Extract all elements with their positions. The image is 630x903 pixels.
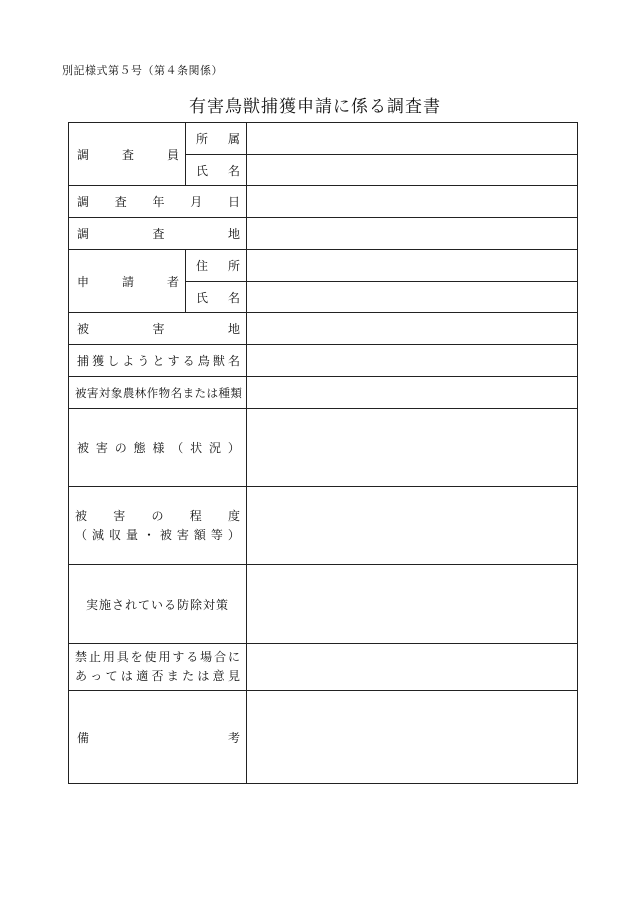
value-remarks[interactable] — [247, 691, 578, 784]
spread-text — [186, 130, 246, 147]
spread-text — [186, 289, 246, 306]
label-char: と — [152, 354, 165, 368]
label-char: 用 — [102, 650, 115, 664]
label-char: 年 — [152, 195, 165, 209]
label-char: 象 — [110, 385, 123, 400]
value-affiliation[interactable] — [247, 123, 578, 155]
label-char: 被 — [77, 441, 90, 455]
label-applicant — [69, 250, 186, 313]
label-char: 度 — [227, 508, 240, 523]
value-applicant-name[interactable] — [247, 282, 578, 313]
label-char: 調 — [77, 195, 90, 209]
label-char: 意 — [212, 669, 225, 683]
label-char: る — [182, 354, 195, 368]
label-char: 査 — [114, 195, 127, 209]
spread-text — [69, 352, 246, 369]
label-char: 類 — [230, 385, 242, 400]
spread-text — [69, 729, 246, 746]
value-prevention-measures[interactable] — [247, 565, 578, 644]
label-char: 査 — [121, 147, 134, 162]
label-char: ） — [227, 527, 240, 542]
label-char: 否 — [151, 669, 164, 683]
label-char: て — [105, 669, 118, 683]
label-char: 所 — [227, 259, 240, 273]
label-prohibited-tools — [69, 644, 247, 691]
spread-text — [186, 162, 246, 179]
label-char: 地 — [227, 227, 240, 241]
label-char: 害 — [95, 441, 108, 455]
value-investigator-name[interactable] — [247, 155, 578, 186]
label-char: 地 — [227, 322, 240, 336]
label-char: 使 — [144, 650, 157, 664]
label-char: ま — [166, 669, 179, 683]
label-char: 況 — [209, 441, 222, 455]
spread-text — [75, 507, 240, 526]
label-char: の — [151, 508, 164, 523]
label-char: よ — [122, 354, 135, 368]
label-char: 害 — [152, 322, 165, 336]
label-char: 具 — [116, 650, 129, 664]
value-survey-date[interactable] — [247, 186, 578, 218]
label-remarks — [69, 691, 247, 784]
label-char: 所 — [196, 132, 209, 146]
label-char: 住 — [196, 259, 209, 273]
label-damage-site — [69, 313, 247, 345]
label-char: 査 — [152, 227, 165, 241]
label-char: た — [182, 669, 195, 683]
label-char: 請 — [121, 274, 134, 289]
label-char: は — [197, 669, 210, 683]
label-affiliation — [186, 123, 247, 155]
label-char: 作 — [146, 385, 159, 400]
label-char: の — [114, 441, 127, 455]
label-char: 害 — [113, 508, 126, 523]
survey-form-table — [68, 122, 578, 784]
label-char: 種 — [218, 385, 230, 400]
label-address — [186, 250, 247, 282]
label-char: 害 — [86, 385, 99, 400]
value-survey-site[interactable] — [247, 218, 578, 250]
centered-text: 実施されている防除対策 — [85, 597, 229, 612]
label-char: 名 — [170, 385, 183, 400]
spread-text — [69, 273, 185, 290]
spread-text — [186, 257, 246, 274]
value-damage-mode[interactable] — [247, 409, 578, 487]
label-char: に — [227, 650, 240, 664]
value-target-animal[interactable] — [247, 345, 578, 377]
label-char: 獲 — [92, 354, 105, 368]
label-damage-degree — [69, 487, 247, 565]
label-char: 被 — [159, 527, 172, 542]
two-line-label — [69, 648, 246, 686]
label-char: 量 — [125, 527, 138, 542]
label-char: 被 — [77, 322, 90, 336]
label-char: っ — [90, 669, 103, 683]
label-char: 者 — [166, 274, 179, 289]
spread-text — [69, 225, 246, 242]
label-char: 物 — [158, 385, 171, 400]
spread-text — [69, 146, 185, 163]
label-char: ・ — [142, 527, 155, 542]
label-char: 捕 — [77, 354, 90, 368]
label-char: る — [186, 650, 199, 664]
label-char: 名 — [227, 354, 240, 368]
label-char: し — [107, 354, 120, 368]
label-char: す — [172, 650, 185, 664]
label-char: あ — [75, 669, 88, 683]
label-char: 害 — [176, 527, 189, 542]
label-char: 程 — [189, 508, 202, 523]
label-char: 日 — [227, 195, 240, 209]
label-char: 減 — [91, 527, 104, 542]
label-char: ） — [227, 441, 240, 455]
spread-text — [69, 193, 246, 210]
label-investigator-name — [186, 155, 247, 186]
label-char: 状 — [190, 441, 203, 455]
label-char: 員 — [166, 147, 179, 162]
label-char: は — [206, 385, 218, 400]
label-char: 考 — [227, 730, 240, 745]
label-survey-date — [69, 186, 247, 218]
label-char: 合 — [214, 650, 227, 664]
label-char: （ — [75, 527, 88, 542]
label-char: 場 — [200, 650, 213, 664]
label-char: 調 — [77, 227, 90, 241]
value-damage-site[interactable] — [247, 313, 578, 345]
label-char: す — [167, 354, 180, 368]
label-char: 名 — [227, 290, 240, 305]
label-char: 止 — [88, 650, 101, 664]
label-survey-site — [69, 218, 247, 250]
label-char: は — [120, 669, 133, 683]
label-char: 林 — [134, 385, 147, 400]
label-char: 調 — [77, 147, 90, 162]
label-char: 氏 — [196, 290, 209, 305]
label-char: 様 — [152, 441, 165, 455]
label-char: 用 — [158, 650, 171, 664]
label-char: 禁 — [75, 650, 88, 664]
label-char: た — [194, 385, 207, 400]
spread-text — [69, 439, 246, 456]
label-char: 被 — [75, 508, 88, 523]
label-char: 適 — [136, 669, 149, 683]
label-char: 名 — [227, 163, 240, 178]
label-char: を — [130, 650, 143, 664]
spread-text — [69, 320, 246, 337]
value-damage-degree[interactable] — [247, 487, 578, 565]
label-target-animal — [69, 345, 247, 377]
label-char: 属 — [227, 132, 240, 146]
label-char: 獣 — [212, 354, 225, 368]
label-char: 被 — [75, 385, 87, 400]
label-char: 対 — [98, 385, 111, 400]
form-number-label: 別記様式第５号（第４条関係） — [62, 64, 223, 77]
spread-text — [69, 385, 246, 401]
label-char: 収 — [108, 527, 121, 542]
label-char: 月 — [190, 195, 203, 209]
label-char: 氏 — [196, 163, 209, 178]
two-line-label — [69, 507, 246, 545]
label-char: 鳥 — [197, 354, 210, 368]
value-target-crop[interactable] — [247, 377, 578, 409]
label-char: 申 — [77, 274, 90, 289]
spread-text — [75, 648, 240, 667]
label-char: 備 — [77, 730, 90, 745]
label-damage-mode — [69, 409, 247, 487]
label-char: 態 — [133, 441, 146, 455]
label-char: ま — [182, 385, 195, 400]
label-applicant-name — [186, 282, 247, 313]
label-char: う — [137, 354, 150, 368]
label-char: 等 — [210, 527, 223, 542]
spread-text — [75, 667, 240, 686]
label-char: 額 — [193, 527, 206, 542]
label-target-crop — [69, 377, 247, 409]
value-prohibited-tools[interactable] — [247, 644, 578, 691]
page-title: 有害鳥獣捕獲申請に係る調査書 — [189, 97, 441, 117]
label-char: （ — [171, 441, 184, 455]
label-prevention-measures — [69, 565, 247, 644]
value-address[interactable] — [247, 250, 578, 282]
label-char: 見 — [227, 669, 240, 683]
spread-text — [75, 526, 240, 545]
label-char: 農 — [122, 385, 135, 400]
label-investigator — [69, 123, 186, 186]
